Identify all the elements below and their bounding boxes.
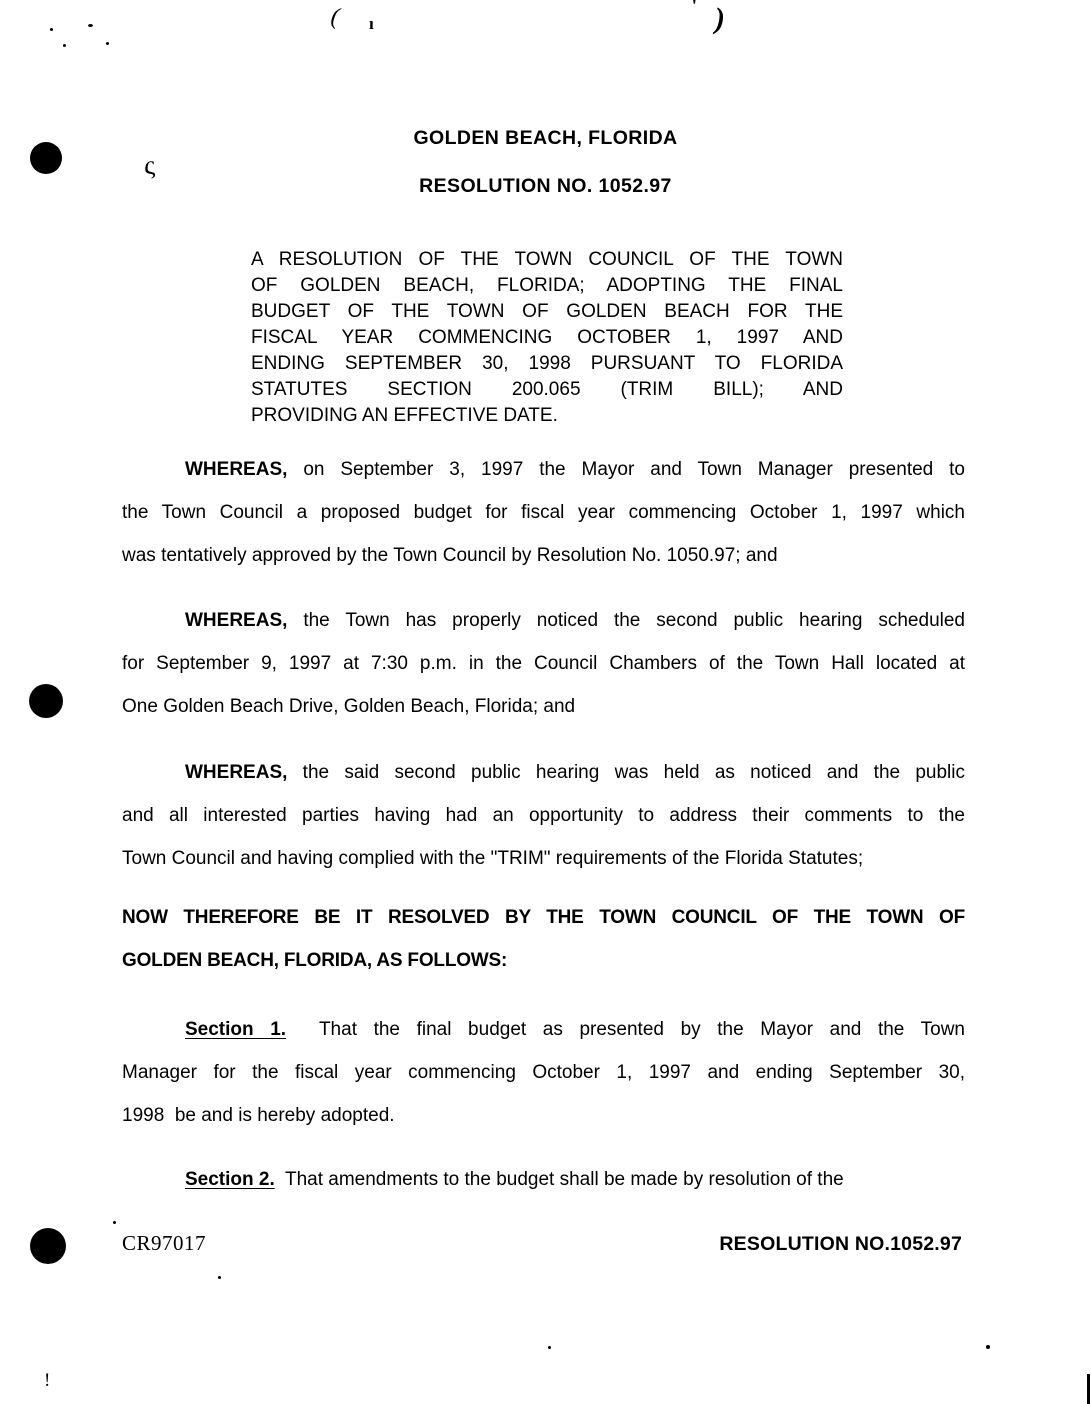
- caption-line: STATUTES SECTION 200.065 (TRIM BILL); AND: [251, 379, 843, 400]
- paragraph-line: Town Council and having complied with the "TRIM" requirements of the Florida Statutes;: [122, 848, 864, 869]
- scan-artifact-exclam: !: [44, 1370, 51, 1391]
- scan-speck: [548, 1346, 551, 1349]
- caption-line: A RESOLUTION OF THE TOWN COUNCIL OF THE TOWN: [251, 249, 843, 270]
- paragraph-line: Section 1. That the final budget as presented by the Mayor and the Town: [185, 1019, 965, 1040]
- caption-line: BUDGET OF THE TOWN OF GOLDEN BEACH FOR THE: [251, 301, 843, 322]
- para-whereas-1: [122, 448, 965, 577]
- scan-artifact-curl: ς: [142, 149, 156, 181]
- paragraph-line: was tentatively approved by the Town Council by Resolution No. 1050.97; and: [122, 545, 778, 566]
- document-title: GOLDEN BEACH, FLORIDA: [413, 127, 678, 149]
- paragraph-line: the Town Council a proposed budget for fiscal year commencing October 1, 1997 which: [122, 502, 965, 523]
- whereas-keyword: WHEREAS,: [185, 762, 288, 783]
- para-section-2: [122, 1158, 965, 1201]
- paragraph-line: NOW THEREFORE BE IT RESOLVED BY THE TOWN COUNCIL OF THE TOWN OF: [122, 907, 965, 928]
- scan-speck: [63, 44, 66, 47]
- paragraph-line: Section 2. That amendments to the budget shall be made by resolution of the: [185, 1169, 844, 1190]
- paragraph-line: WHEREAS, the Town has properly noticed the second public hearing scheduled: [185, 610, 965, 631]
- para-now-therefore: [122, 896, 965, 982]
- caption-line: OF GOLDEN BEACH, FLORIDA; ADOPTING THE FINAL: [251, 275, 843, 296]
- scan-speck: [50, 28, 53, 31]
- paragraph-line: for September 9, 1997 at 7:30 p.m. in the Council Chambers of the Town Hall located at: [122, 653, 965, 674]
- hole-punch-mark: [30, 1228, 66, 1264]
- footer-resolution-ref: RESOLUTION NO.1052.97: [719, 1233, 962, 1255]
- paragraph-line: WHEREAS, on September 3, 1997 the Mayor and Town Manager presented to: [185, 459, 965, 480]
- para-section-1: [122, 1008, 965, 1137]
- paragraph-line: GOLDEN BEACH, FLORIDA, AS FOLLOWS:: [122, 950, 508, 971]
- section-label: Section 2.: [185, 1169, 275, 1190]
- document-number: CR97017: [122, 1231, 207, 1255]
- paragraph-line: 1998 be and is hereby adopted.: [122, 1105, 395, 1126]
- scan-speck: [113, 1221, 116, 1224]
- para-whereas-2: [122, 599, 965, 728]
- scan-speck: [986, 1345, 990, 1349]
- paragraph-line: Manager for the fiscal year commencing October 1, 1997 and ending September 30,: [122, 1062, 965, 1083]
- scan-artifact-tick: ı: [369, 14, 374, 33]
- paragraph-line: WHEREAS, the said second public hearing was held as noticed and the public: [185, 762, 965, 783]
- resolution-number-title: RESOLUTION NO. 1052.97: [419, 175, 672, 197]
- paragraph-line: and all interested parties having had an opportunity to address their comments to the: [122, 805, 965, 826]
- scan-artifact-open-paren: (: [329, 3, 341, 31]
- paragraph-line: One Golden Beach Drive, Golden Beach, Florida; and: [122, 696, 576, 717]
- caption-line: PROVIDING AN EFFECTIVE DATE.: [251, 405, 558, 426]
- whereas-keyword: WHEREAS,: [185, 610, 288, 631]
- scan-artifact-close-paren: ): [715, 2, 725, 35]
- scan-edge-mark: [1087, 1374, 1090, 1404]
- caption-line: FISCAL YEAR COMMENCING OCTOBER 1, 1997 AND: [251, 327, 843, 348]
- para-whereas-3: [122, 751, 965, 880]
- caption-line: ENDING SEPTEMBER 30, 1998 PURSUANT TO FLORIDA: [251, 353, 843, 374]
- scan-artifact-apostrophe: ': [691, 0, 698, 20]
- section-label: Section 1.: [185, 1019, 287, 1040]
- scan-speck: [106, 42, 109, 45]
- scan-speck: [88, 24, 93, 27]
- scan-speck: [218, 1276, 221, 1279]
- whereas-keyword: WHEREAS,: [185, 459, 288, 480]
- caption-block: [251, 247, 843, 429]
- hole-punch-mark: [29, 684, 63, 718]
